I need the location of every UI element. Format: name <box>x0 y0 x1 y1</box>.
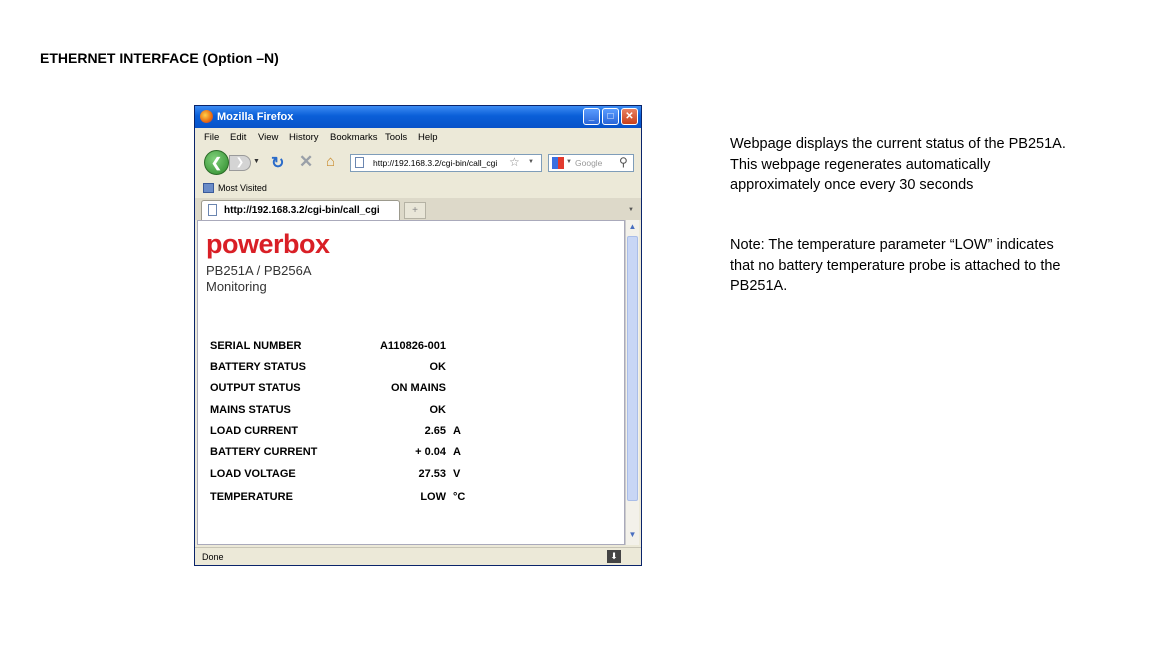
table-row <box>198 361 626 379</box>
scroll-thumb[interactable] <box>627 236 638 501</box>
url-text: http://192.168.3.2/cgi-bin/call_cgi <box>373 158 498 168</box>
product-name: PB251A / PB256A <box>206 263 312 278</box>
page-icon <box>208 204 217 216</box>
note-line: Note: The temperature parameter “LOW” indicates <box>730 237 1054 253</box>
url-dropdown-icon[interactable]: ▼ <box>528 159 534 165</box>
magnifier-icon[interactable]: ⚲ <box>619 155 628 169</box>
menu-help[interactable]: Help <box>418 132 438 143</box>
powerbox-logo: powerbox <box>206 229 330 259</box>
row-value: 2.65 <box>424 425 446 437</box>
description-line: Webpage displays the current status of the PB251A. <box>730 136 1066 152</box>
row-value: ON MAINS <box>391 382 446 394</box>
table-row <box>198 425 626 443</box>
browser-window <box>194 105 642 566</box>
page-icon <box>355 157 364 168</box>
home-icon[interactable]: ⌂ <box>326 153 336 170</box>
row-label: LOAD VOLTAGE <box>210 468 296 480</box>
table-row <box>198 446 626 464</box>
row-label: OUTPUT STATUS <box>210 382 301 394</box>
row-label: LOAD CURRENT <box>210 425 298 437</box>
row-label: SERIAL NUMBER <box>210 340 302 352</box>
row-value: 27.53 <box>418 468 446 480</box>
page-subtitle: Monitoring <box>206 279 267 294</box>
tab-label: http://192.168.3.2/cgi-bin/call_cgi <box>224 205 380 216</box>
row-label: TEMPERATURE <box>210 491 293 503</box>
bookmark-most-visited[interactable]: Most Visited <box>218 183 267 193</box>
menu-bar <box>195 128 641 146</box>
row-value: OK <box>429 404 446 416</box>
table-row <box>198 340 626 358</box>
tab-active[interactable] <box>201 200 400 220</box>
new-tab-button[interactable]: + <box>404 202 426 219</box>
menu-file[interactable]: File <box>204 132 220 143</box>
table-row <box>198 491 626 509</box>
search-engine-dropdown-icon[interactable]: ▼ <box>566 159 572 165</box>
row-unit: A <box>453 425 461 437</box>
description-line: This webpage regenerates automatically <box>730 156 991 173</box>
row-unit: °C <box>453 491 466 503</box>
bookmark-folder-icon <box>203 183 214 193</box>
description-text <box>730 134 1130 196</box>
row-value: LOW <box>420 491 446 503</box>
menu-tools[interactable]: Tools <box>385 132 408 143</box>
title-bar[interactable] <box>195 106 641 128</box>
table-row <box>198 468 626 486</box>
vertical-scrollbar[interactable] <box>625 220 639 545</box>
row-label: BATTERY STATUS <box>210 361 306 373</box>
menu-bookmarks[interactable]: Bookmarks <box>330 132 378 143</box>
forward-arrow-icon[interactable]: ❯ <box>229 155 251 171</box>
firefox-icon <box>200 110 213 123</box>
reload-icon[interactable]: ↻ <box>271 155 285 172</box>
table-row <box>198 404 626 422</box>
row-value: + 0.04 <box>415 446 446 458</box>
back-arrow-icon[interactable]: ❮ <box>204 150 229 175</box>
row-value: A110826-001 <box>379 340 446 352</box>
tab-list-dropdown-icon[interactable]: ▼ <box>628 207 634 213</box>
page-content <box>197 220 625 545</box>
scroll-up-icon[interactable]: ▲ <box>628 222 637 231</box>
window-title: Mozilla Firefox <box>217 111 294 123</box>
row-unit: A <box>453 446 461 458</box>
note-text <box>730 235 1130 297</box>
row-label: MAINS STATUS <box>210 404 291 416</box>
star-icon[interactable]: ☆ <box>509 155 520 169</box>
row-label: BATTERY CURRENT <box>210 446 318 458</box>
status-text: Done <box>202 552 224 562</box>
download-icon[interactable]: ⬇ <box>607 550 621 563</box>
table-row <box>198 382 626 400</box>
maximize-button[interactable]: □ <box>602 108 619 125</box>
search-placeholder: Google <box>575 158 603 168</box>
history-dropdown-icon[interactable]: ▼ <box>253 158 260 165</box>
menu-view[interactable]: View <box>258 132 279 143</box>
navigation-toolbar <box>195 146 641 179</box>
url-input[interactable] <box>350 154 542 172</box>
menu-history[interactable]: History <box>289 132 319 143</box>
google-icon[interactable] <box>552 157 564 169</box>
stop-icon[interactable]: ✕ <box>299 152 314 171</box>
description-line: approximately once every 30 seconds <box>730 177 974 193</box>
tab-strip <box>195 198 641 220</box>
note-line: PB251A. <box>730 278 788 294</box>
status-bar <box>195 547 641 566</box>
doc-heading: ETHERNET INTERFACE (Option –N) <box>40 50 279 66</box>
bookmarks-toolbar <box>195 179 641 199</box>
search-input[interactable] <box>548 154 634 172</box>
note-line: that no battery temperature probe is attached to the <box>730 257 1061 274</box>
minimize-button[interactable]: _ <box>583 108 600 125</box>
close-button[interactable]: ✕ <box>621 108 638 125</box>
scroll-down-icon[interactable]: ▼ <box>628 530 637 539</box>
menu-edit[interactable]: Edit <box>230 132 247 143</box>
row-value: OK <box>429 361 446 373</box>
row-unit: V <box>453 468 461 480</box>
